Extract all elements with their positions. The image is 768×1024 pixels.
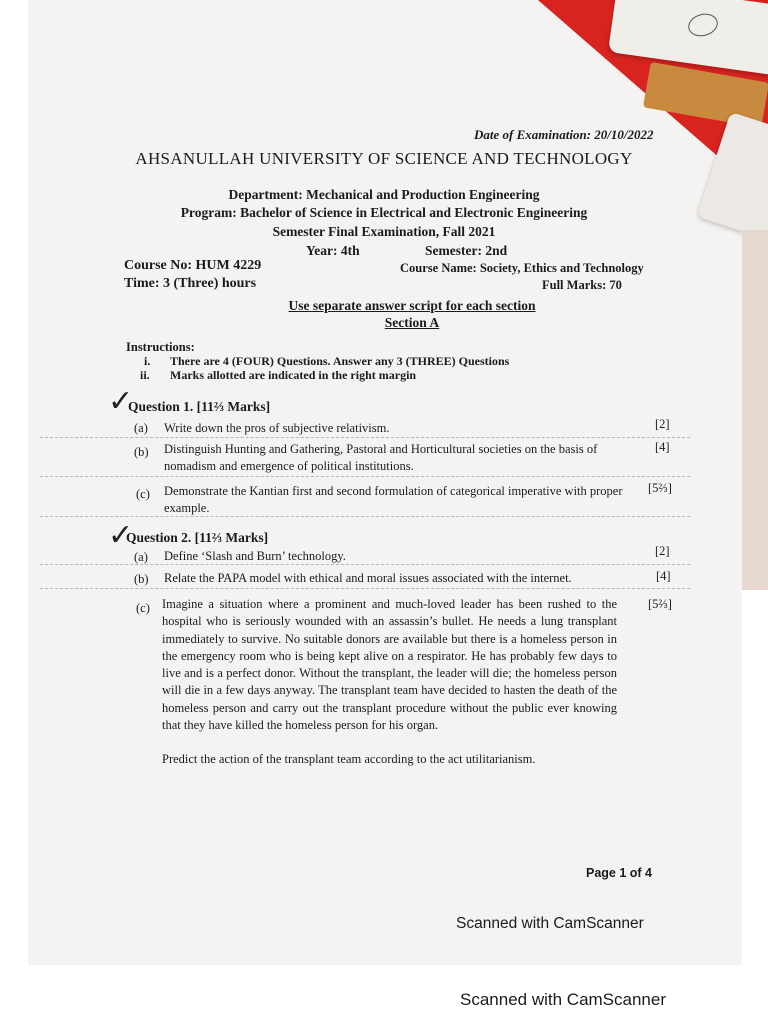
checkmark-icon: ✓ bbox=[108, 518, 134, 553]
part-label: (b) bbox=[134, 445, 149, 459]
q1-part-c-text: Demonstrate the Kantian first and second formulation of categorical imperative with proper example. bbox=[164, 484, 623, 516]
section-title: Section A bbox=[384, 315, 440, 330]
q2-part-a-text: Define ‘Slash and Burn’ technology. bbox=[164, 549, 346, 563]
scanner-caption: Scanned with CamScanner bbox=[460, 990, 667, 1009]
checkmark-icon: ✓ bbox=[108, 384, 134, 419]
part-label: (a) bbox=[134, 421, 148, 435]
marks: [5⅔] bbox=[648, 597, 672, 611]
instruction-text: There are 4 (FOUR) Questions. Answer any 3 (THREE) Questions bbox=[170, 354, 510, 368]
q1-part-a-text: Write down the pros of subjective relativism. bbox=[164, 421, 390, 435]
separate-script-note: Use separate answer script for each section bbox=[288, 298, 536, 313]
divider bbox=[40, 588, 690, 589]
exam-date: Date of Examination: 20/10/2022 bbox=[474, 127, 654, 142]
year: Year: 4th bbox=[306, 243, 360, 258]
background-strip bbox=[742, 230, 768, 590]
q2-part-c-text: Imagine a situation where a prominent and much-loved leader has been rushed to the hospital who is seriously wounded with an assassin’s bullet. He needs a lung transplant immediately to survive. No suitable donors are available but there is a homeless person in the emergency room who is being kept alive on a respirator. He has probably few days to live and is a perfect donor. Without the transplant, the leader will die; the homeless person will die in a few days anyway. The transplant team have decided to hasten the death of the homeless person and carry out the transplant procedure without the public ever knowing that they have killed the homeless person for his organ. bbox=[162, 597, 617, 733]
marks: [4] bbox=[655, 440, 670, 454]
full-marks: Full Marks: 70 bbox=[542, 278, 622, 292]
question-2-heading: Question 2. [11⅔ Marks] bbox=[126, 530, 269, 545]
marks: [2] bbox=[655, 417, 670, 431]
department: Department: Mechanical and Production Engineering bbox=[228, 187, 540, 202]
q2-part-c-question: Predict the action of the transplant team according to the act utilitarianism. bbox=[162, 752, 536, 766]
part-label: (c) bbox=[136, 487, 150, 501]
divider bbox=[40, 516, 690, 517]
part-label: (c) bbox=[136, 601, 150, 615]
course-name: Course Name: Society, Ethics and Technology bbox=[400, 261, 644, 275]
question-1-heading: Question 1. [11⅔ Marks] bbox=[128, 399, 271, 414]
time: Time: 3 (Three) hours bbox=[124, 276, 257, 291]
q2-part-b-text: Relate the PAPA model with ethical and moral issues associated with the internet. bbox=[164, 571, 572, 585]
instruction-text: Marks allotted are indicated in the right margin bbox=[170, 368, 417, 382]
page-number: Page 1 of 4 bbox=[586, 866, 652, 880]
marks: [5⅔] bbox=[648, 481, 672, 495]
divider bbox=[40, 564, 690, 565]
semester: Semester: 2nd bbox=[425, 243, 508, 258]
divider bbox=[40, 437, 690, 438]
marks: [2] bbox=[655, 544, 670, 558]
scanner-watermark: Scanned with CamScanner bbox=[456, 915, 644, 932]
instructions-title: Instructions: bbox=[126, 340, 195, 354]
marks: [4] bbox=[656, 569, 671, 583]
course-no: Course No: HUM 4229 bbox=[124, 258, 262, 273]
q1-part-b-text: Distinguish Hunting and Gathering, Pastoral and Horticultural societies on the basis of nomadism and emergence of political institutions. bbox=[164, 442, 598, 474]
part-label: (b) bbox=[134, 572, 149, 586]
university-name: AHSANULLAH UNIVERSITY OF SCIENCE AND TECHNOLOGY bbox=[135, 149, 633, 168]
instruction-num: ii. bbox=[140, 368, 150, 382]
program: Program: Bachelor of Science in Electrical and Electronic Engineering bbox=[180, 205, 588, 220]
instruction-num: i. bbox=[144, 354, 151, 368]
exam-title: Semester Final Examination, Fall 2021 bbox=[272, 224, 496, 239]
divider bbox=[40, 476, 690, 477]
part-label: (a) bbox=[134, 550, 148, 564]
